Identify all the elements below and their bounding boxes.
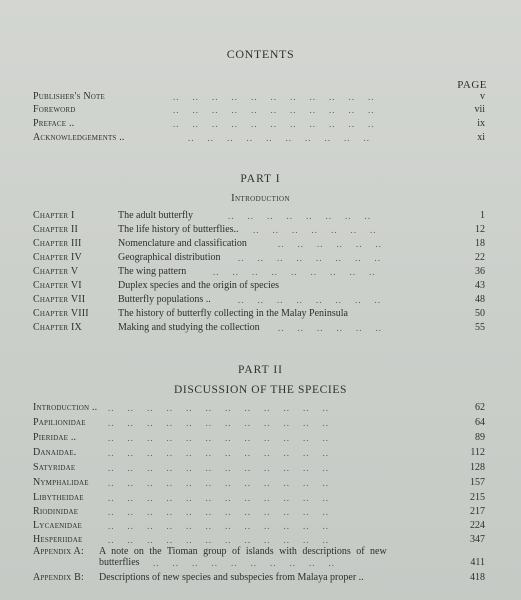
entry-label: Riodinidae — [33, 506, 79, 517]
entry-label: Hesperiidae — [33, 534, 83, 545]
page-number: 50 — [475, 308, 485, 319]
page-number: 1 — [480, 210, 485, 221]
page-number: 18 — [475, 238, 485, 249]
page-number: 62 — [475, 402, 485, 413]
page-number: 48 — [475, 294, 485, 305]
entry-label: Libytheidae — [33, 492, 84, 503]
entry-title: Butterfly populations .. — [118, 294, 211, 305]
page-number: ix — [477, 118, 485, 129]
page-number: 22 — [475, 252, 485, 263]
page-number: 12 — [475, 224, 485, 235]
part-two-subheading: DISCUSSION OF THE SPECIES — [174, 384, 347, 396]
entry-label: Pieridae .. — [33, 432, 77, 443]
dot-leader: .. .. .. .. .. .. .. .. .. — [213, 267, 376, 277]
entry-label: Foreword — [33, 104, 76, 115]
entry-label: Lycaenidae — [33, 520, 82, 531]
entry-label: Chapter III — [33, 238, 82, 249]
dot-leader: .. .. .. .. .. .. — [278, 323, 382, 333]
entry-label: Preface .. — [33, 118, 75, 129]
entry-title: The wing pattern — [118, 266, 187, 277]
dot-leader: .. .. .. .. .. .. .. .. .. .. .. .. — [108, 463, 329, 473]
page-column-label: PAGE — [457, 79, 487, 91]
page-number: v — [480, 91, 485, 102]
dot-leader: .. .. .. .. .. .. .. .. .. .. .. .. — [108, 418, 329, 428]
page-number: 55 — [475, 322, 485, 333]
entry-label: Nymphalidae — [33, 477, 89, 488]
page-number: 215 — [470, 492, 485, 503]
entry-title: Geographical distribution — [118, 252, 221, 263]
entry-label: Chapter IX — [33, 322, 82, 333]
entry-label: Satyridae — [33, 462, 76, 473]
entry-label: Chapter II — [33, 224, 79, 235]
appendix-title: A note on the Tioman group of islands with descriptions of new — [99, 546, 387, 557]
page-number: 89 — [475, 432, 485, 443]
entry-title: Nomenclature and classification — [118, 238, 247, 249]
dot-leader: .. .. .. .. .. .. .. .. .. .. — [153, 558, 335, 568]
dot-leader: .. .. .. .. .. .. .. .. .. .. — [188, 133, 370, 143]
entry-title: Duplex species and the origin of species — [118, 280, 280, 291]
part-one-heading: PART I — [240, 173, 281, 185]
contents-heading: CONTENTS — [226, 47, 295, 61]
page-number: 43 — [475, 280, 485, 291]
dot-leader: .. .. .. .. .. .. .. .. .. .. .. .. — [108, 521, 329, 531]
dot-leader: .. .. .. .. .. .. — [278, 239, 382, 249]
entry-label: Papilionidae — [33, 417, 86, 428]
dot-leader: .. .. .. .. .. .. .. .. .. .. .. .. — [108, 493, 329, 503]
dot-leader: .. .. .. .. .. .. .. .. .. .. .. .. — [108, 535, 329, 545]
dot-leader: .. .. .. .. .. .. .. .. .. .. .. .. — [108, 433, 329, 443]
entry-label: Acknowledgements .. — [33, 132, 125, 143]
part-one-subheading: Introduction — [231, 193, 290, 204]
page-number: 418 — [470, 572, 485, 583]
appendix-label: Appendix A: — [33, 546, 84, 557]
entry-title: Making and studying the collection — [118, 322, 260, 333]
dot-leader: .. .. .. .. .. .. .. .. .. .. .. — [173, 119, 375, 129]
dot-leader: .. .. .. .. .. .. .. .. .. .. .. .. — [108, 507, 329, 517]
entry-title: The life history of butterflies.. — [118, 224, 239, 235]
page-number: 112 — [470, 447, 485, 458]
dot-leader: .. .. .. .. .. .. .. .. .. .. .. .. — [108, 478, 329, 488]
dot-leader: .. .. .. .. .. .. .. — [253, 225, 377, 235]
dot-leader: .. .. .. .. .. .. .. .. — [238, 253, 381, 263]
appendix-label: Appendix B: — [33, 572, 84, 583]
page-number: 157 — [470, 477, 485, 488]
dot-leader: .. .. .. .. .. .. .. .. .. .. .. — [173, 105, 375, 115]
dot-leader: .. .. .. .. .. .. .. .. — [238, 295, 381, 305]
dot-leader: .. .. .. .. .. .. .. .. .. .. .. .. — [108, 448, 329, 458]
entry-label: Publisher's Note — [33, 91, 106, 102]
page-number: 347 — [470, 534, 485, 545]
page-number: 36 — [475, 266, 485, 277]
appendix-title: Descriptions of new species and subspecies from Malaya proper .. — [99, 572, 364, 583]
dot-leader: .. .. .. .. .. .. .. .. .. .. .. .. — [108, 403, 329, 413]
page-number: 64 — [475, 417, 485, 428]
page-number: 224 — [470, 520, 485, 531]
entry-label: Chapter VI — [33, 280, 82, 291]
page-number: 411 — [470, 557, 485, 568]
entry-label: Chapter I — [33, 210, 75, 221]
page-number: 217 — [470, 506, 485, 517]
entry-label: Chapter IV — [33, 252, 82, 263]
entry-label: Danaidae. — [33, 447, 77, 458]
entry-label: Introduction .. — [33, 402, 98, 413]
page-number: xi — [477, 132, 485, 143]
dot-leader: .. .. .. .. .. .. .. .. — [228, 211, 371, 221]
part-two-heading: PART II — [238, 364, 283, 376]
entry-title: The history of butterfly collecting in the Malay Peninsula — [118, 308, 348, 319]
appendix-title-continued: butterflies — [99, 557, 140, 568]
entry-label: Chapter V — [33, 266, 79, 277]
page-number: 128 — [470, 462, 485, 473]
entry-label: Chapter VIII — [33, 308, 89, 319]
dot-leader: .. .. .. .. .. .. .. .. .. .. .. — [173, 92, 375, 102]
entry-title: The adult butterfly — [118, 210, 193, 221]
page-number: vii — [474, 104, 485, 115]
entry-label: Chapter VII — [33, 294, 86, 305]
